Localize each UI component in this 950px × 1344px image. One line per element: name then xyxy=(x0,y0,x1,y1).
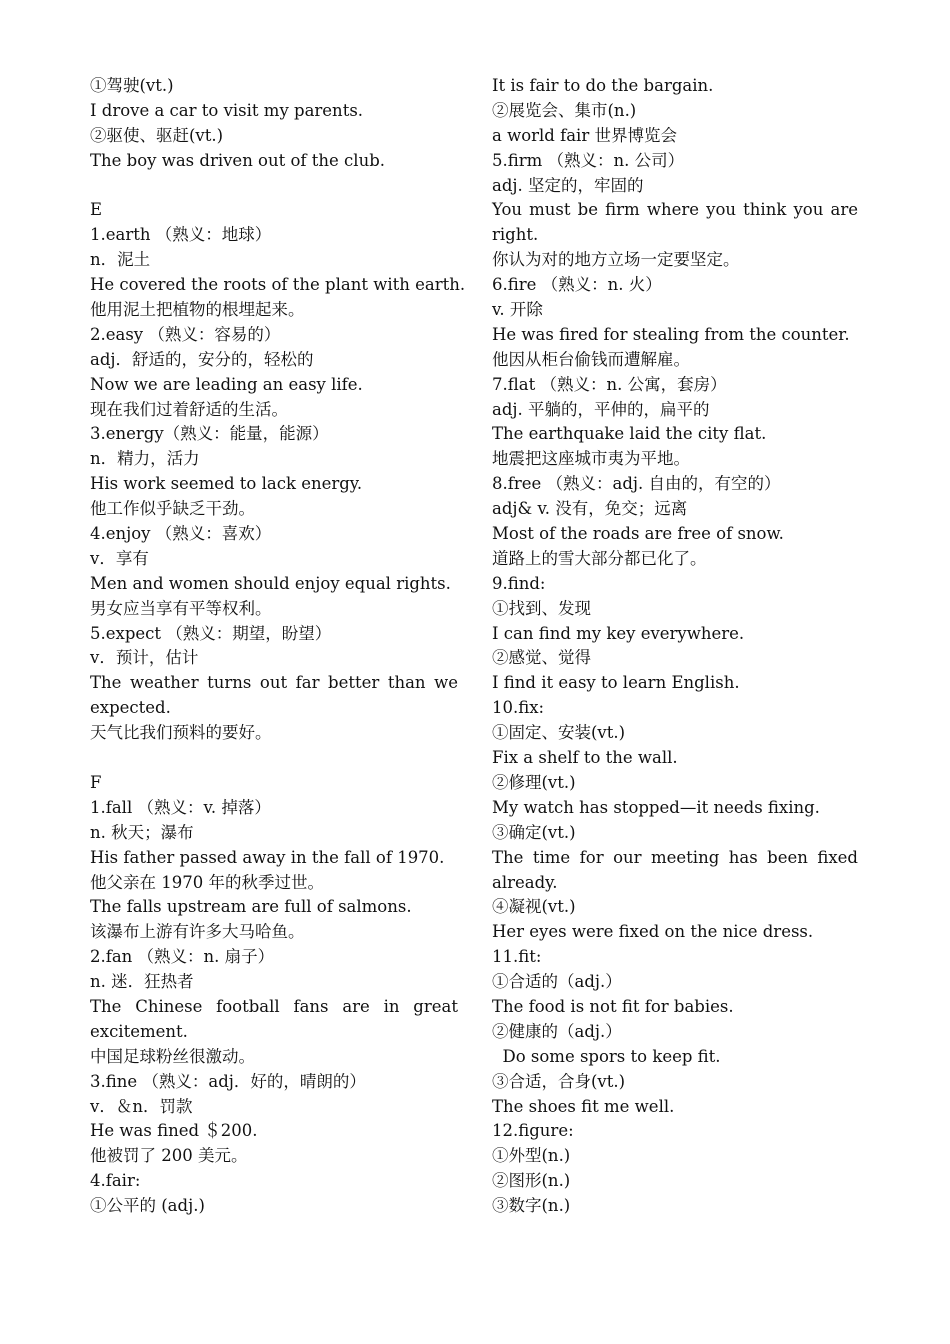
text-line: 他被罚了 200 美元。 xyxy=(90,1146,248,1166)
text-line: n．泥土 xyxy=(90,250,151,270)
text-line: right. xyxy=(492,225,539,245)
text-line: v. 开除 xyxy=(492,300,543,320)
text-line: n. 秋天；瀑布 xyxy=(90,822,194,842)
left-column xyxy=(90,74,466,1219)
text-line: n．精力，活力 xyxy=(90,449,200,469)
text-line: expected. xyxy=(90,698,171,718)
text-line: ③合适，合身(vt.) xyxy=(492,1071,626,1091)
entry-heading: 6.fire （熟义：n. 火） xyxy=(492,275,662,295)
section-heading-f: F xyxy=(90,772,102,792)
text-line: 你认为对的地方立场一定要坚定。 xyxy=(492,250,740,270)
entry-heading: 2.easy （熟义：容易的） xyxy=(90,324,281,344)
text-line: The shoes fit me well. xyxy=(492,1096,675,1116)
text-line: Fix a shelf to the wall. xyxy=(492,748,678,768)
entry-heading: 5.firm （熟义：n. 公司） xyxy=(492,150,685,170)
text-line: ②健康的（adj.） xyxy=(492,1021,622,1041)
text-line: His father passed away in the fall of 1970. xyxy=(90,847,445,867)
text-line: The Chinese football fans are in great xyxy=(90,996,458,1016)
text-line: His work seemed to lack energy. xyxy=(90,474,363,494)
entry-heading: 7.flat （熟义：n. 公寓，套房） xyxy=(492,374,727,394)
text-line: Men and women should enjoy equal rights. xyxy=(90,573,451,593)
text-line: v．享有 xyxy=(90,548,149,568)
entry-heading: 8.free （熟义：adj. 自由的，有空的） xyxy=(492,474,781,494)
text-line: n. 迷．狂热者 xyxy=(90,972,194,992)
text-line: 天气比我们预料的要好。 xyxy=(90,723,272,743)
text-line: 道路上的雪大部分都已化了。 xyxy=(492,548,707,568)
text-line: v．预计，估计 xyxy=(90,648,199,668)
text-line: ③确定(vt.) xyxy=(492,822,576,842)
text-line: 该瀑布上游有许多大马哈鱼。 xyxy=(90,922,305,942)
text-line: 男女应当享有平等权利。 xyxy=(90,598,272,618)
text-line: Now we are leading an easy life. xyxy=(90,374,363,394)
text-line: 现在我们过着舒适的生活。 xyxy=(90,399,288,419)
text-line: My watch has stopped—it needs fixing. xyxy=(492,797,820,817)
text-line: Her eyes were fixed on the nice dress. xyxy=(492,922,814,942)
text-line: ①找到、发现 xyxy=(492,598,591,618)
text-line: The food is not fit for babies. xyxy=(492,996,734,1016)
text-line: He covered the roots of the plant with earth. xyxy=(90,275,466,295)
entry-heading: 4.fair: xyxy=(90,1171,141,1191)
entry-heading: 10.fix: xyxy=(492,698,545,718)
text-line: 中国足球粉丝很激动。 xyxy=(90,1046,255,1066)
text-line: ③数字(n.) xyxy=(492,1196,571,1216)
text-line: 他用泥土把植物的根埋起来。 xyxy=(90,300,305,320)
text-line: ①公平的 (adj.) xyxy=(90,1196,205,1216)
text-line: adj. 平躺的，平伸的，扁平的 xyxy=(492,399,710,419)
text-line: You must be firm where you think you are xyxy=(492,200,858,220)
text-line: ②展览会、集市(n.) xyxy=(492,100,637,120)
text-line: adj．舒适的，安分的，轻松的 xyxy=(90,349,314,369)
entry-heading: 2.fan （熟义：n. 扇子） xyxy=(90,947,275,967)
text-line: already. xyxy=(492,872,558,892)
entry-heading: 3.energy（熟义：能量，能源） xyxy=(90,424,329,444)
text-line: He was fired for stealing from the counter. xyxy=(492,324,850,344)
text-line: v．＆n．罚款 xyxy=(90,1096,193,1116)
text-line: I drove a car to visit my parents. xyxy=(90,100,364,120)
text-line: The time for our meeting has been fixed xyxy=(492,847,858,867)
entry-heading: 12.figure: xyxy=(492,1121,574,1141)
entry-heading: 4.enjoy （熟义：喜欢） xyxy=(90,524,272,544)
entry-heading: 9.find: xyxy=(492,573,546,593)
text-line: adj& v. 没有，免交；远离 xyxy=(492,499,688,519)
text-line: ②修理(vt.) xyxy=(492,772,576,792)
text-line: The earthquake laid the city flat. xyxy=(492,424,767,444)
text-line: ①外型(n.) xyxy=(492,1146,571,1166)
text-line: ①合适的（adj.） xyxy=(492,972,622,992)
text-line: adj. 坚定的，牢固的 xyxy=(492,175,644,195)
entry-heading: 1.fall （熟义：v. 掉落） xyxy=(90,797,271,817)
text-line: He was fined ＄200. xyxy=(90,1121,258,1141)
text-line: ②感觉、觉得 xyxy=(492,648,591,668)
text-line: 他因从柜台偷钱而遭解雇。 xyxy=(492,349,690,369)
text-line: It is fair to do the bargain. xyxy=(492,76,714,95)
text-line: ①固定、安装(vt.) xyxy=(492,723,626,743)
text-line: I find it easy to learn English. xyxy=(492,673,740,693)
text-line: The falls upstream are full of salmons. xyxy=(90,897,412,917)
text-line: a world fair 世界博览会 xyxy=(492,125,677,145)
text-line: 地震把这座城市夷为平地。 xyxy=(492,449,690,469)
entry-heading: 1.earth （熟义：地球） xyxy=(90,225,272,245)
text-line: ②图形(n.) xyxy=(492,1171,571,1191)
text-line: ④凝视(vt.) xyxy=(492,897,576,917)
entry-heading: 3.fine （熟义：adj．好的，晴朗的） xyxy=(90,1071,366,1091)
text-line: The weather turns out far better than we xyxy=(90,673,458,693)
blank-line xyxy=(90,746,458,771)
blank-line xyxy=(90,174,458,199)
text-line: Most of the roads are free of snow. xyxy=(492,524,784,544)
right-column xyxy=(492,74,858,1219)
text-line: ②驱使、驱赶(vt.) xyxy=(90,125,224,145)
entry-heading: 5.expect （熟义：期望，盼望） xyxy=(90,623,332,643)
text-line: I can find my key everywhere. xyxy=(492,623,745,643)
section-heading-e: E xyxy=(90,200,103,220)
text-line: Do some spors to keep fit. xyxy=(492,1046,721,1066)
text-line: 他父亲在 1970 年的秋季过世。 xyxy=(90,872,324,892)
text-line: The boy was driven out of the club. xyxy=(90,150,386,170)
text-line: ①驾驶(vt.) xyxy=(90,76,174,95)
text-line: excitement. xyxy=(90,1021,188,1041)
entry-heading: 11.fit: xyxy=(492,947,542,967)
text-line: 他工作似乎缺乏干劲。 xyxy=(90,499,255,519)
